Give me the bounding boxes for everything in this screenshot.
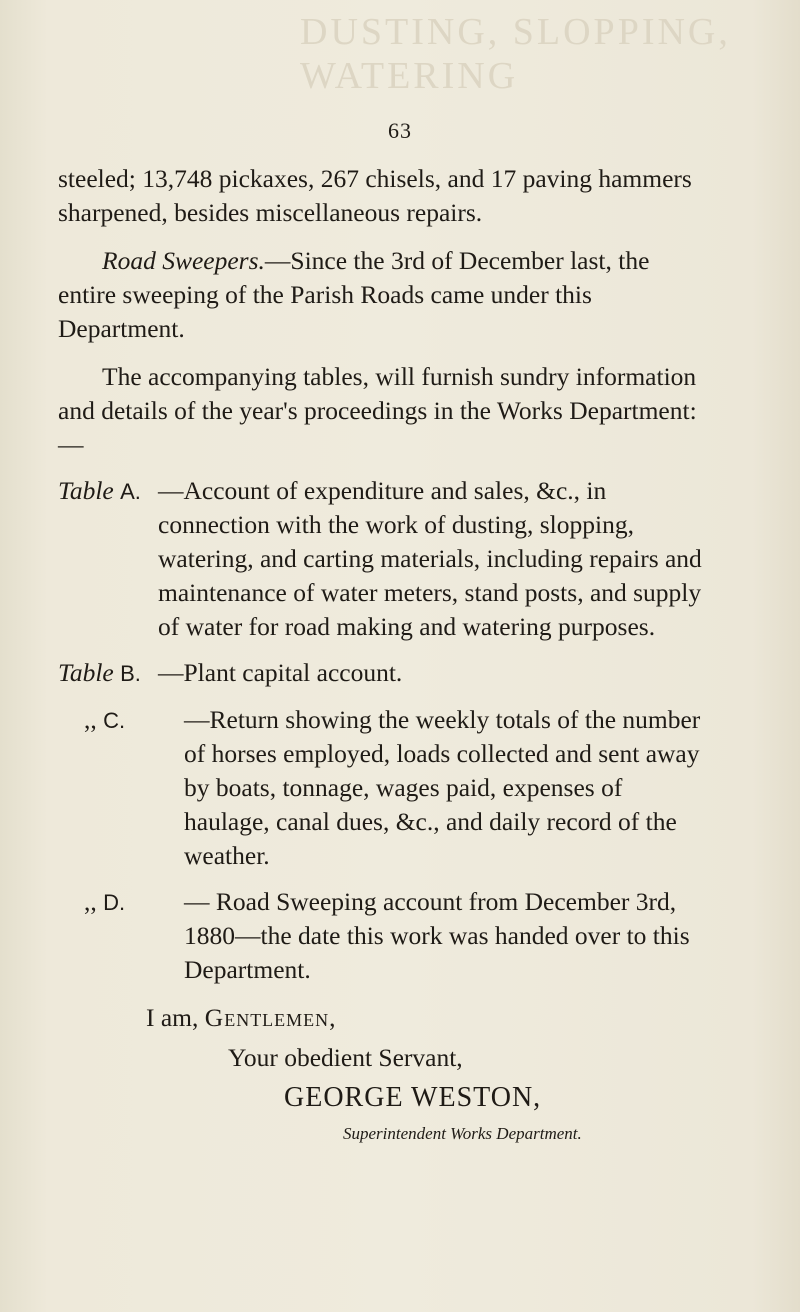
table-prefix: Table	[58, 658, 114, 687]
greeting-prefix: I am,	[146, 1003, 199, 1032]
paragraph-road-sweepers	[58, 244, 708, 346]
paragraph-repairs: steeled; 13,748 pickaxes, 267 chisels, and 17 paving hammers sharpened, besides miscellaneous repairs.	[58, 164, 692, 227]
table-entry-b	[58, 656, 708, 691]
table-description: —Account of expenditure and sales, &c., in connection with the work of dusting, slopping, watering, and carting materials, including repairs and maintenance of water meters, stand posts, and supply of water for road making and watering purposes.	[158, 476, 702, 641]
table-entry-d	[58, 885, 708, 987]
table-entry-c	[58, 703, 708, 873]
table-description: —Return showing the weekly totals of the number of horses employed, loads collected and sent away by boats, tonnage, wages paid, expenses of haulage, canal dues, &c., and daily record of the weather.	[184, 705, 701, 870]
table-prefix: Table	[58, 476, 114, 505]
table-letter: A.	[120, 479, 141, 504]
table-label	[58, 703, 184, 873]
signature-name: GEORGE WESTON,	[284, 1082, 542, 1113]
letter-body	[58, 162, 708, 1151]
closing-servant: Your obedient Servant,	[228, 1043, 463, 1072]
table-label	[58, 885, 184, 987]
ditto-mark: ,,	[84, 887, 97, 916]
page-number: 63	[388, 118, 412, 143]
bleed-through-text: DUSTING, SLOPPING, WATERING	[300, 11, 731, 97]
road-sweepers-body: —Since the 3rd of December last, the entire sweeping of the Parish Roads came under this Department.	[58, 246, 650, 343]
table-label	[58, 474, 158, 644]
table-description: — Road Sweeping account from December 3rd, 1880—the date this work was handed over to this Department.	[184, 887, 690, 984]
signature-title: Superintendent Works Department.	[343, 1124, 582, 1143]
table-letter: D.	[103, 890, 126, 915]
greeting-name: Gentlemen,	[204, 1003, 337, 1032]
paragraph-accompanying-tables: The accompanying tables, will furnish sundry information and details of the year's proceedings in the Works Department:—	[58, 362, 697, 459]
closing-greeting	[58, 1001, 708, 1035]
table-letter: B.	[120, 661, 141, 686]
road-sweepers-heading: Road Sweepers.	[102, 246, 265, 275]
table-letter: C.	[103, 708, 126, 733]
ditto-mark: ,,	[84, 705, 97, 734]
table-label	[58, 656, 158, 691]
table-entry-a	[58, 474, 708, 644]
table-description: —Plant capital account.	[158, 658, 403, 687]
